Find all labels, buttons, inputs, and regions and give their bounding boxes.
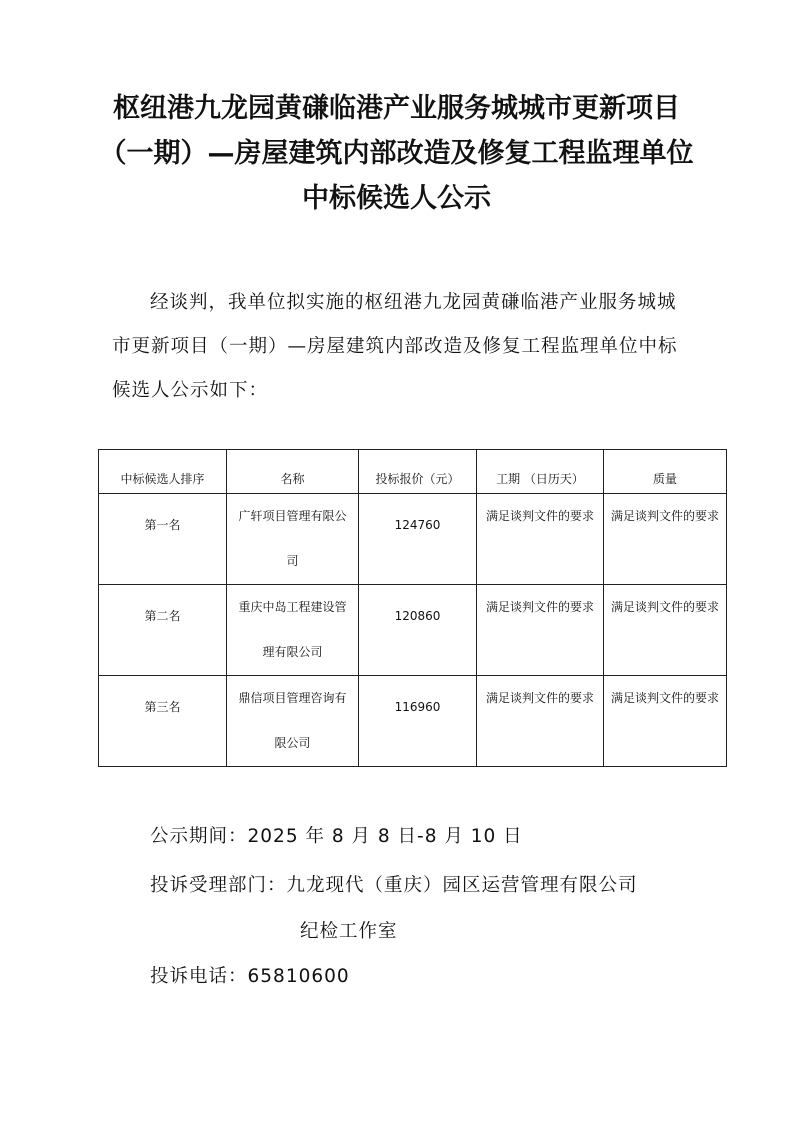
- table-header-row: [99, 450, 727, 494]
- period-value: 2025 年 8 月 8 日-8 月 10 日: [247, 826, 523, 847]
- cell-quality: 满足谈判文件的要求: [604, 585, 727, 676]
- dept-value-line-1: 九龙现代（重庆）园区运营管理有限公司: [286, 875, 638, 896]
- notice-phone: [150, 962, 350, 988]
- intro-line-1-text: 经谈判，我单位拟实施的枢纽港九龙园黄磏临港产业服务城城: [150, 292, 677, 313]
- cell-price: 116960: [359, 676, 477, 767]
- cell-price: 124760: [359, 494, 477, 585]
- cell-name: 重庆中岛工程建设管理有限公司: [227, 585, 359, 676]
- cell-period: 满足谈判文件的要求: [477, 494, 604, 585]
- cell-quality: 满足谈判文件的要求: [604, 494, 727, 585]
- cell-price: 120860: [359, 585, 477, 676]
- title-line-1: 枢纽港九龙园黄磏临港产业服务城城市更新项目: [113, 93, 680, 124]
- cell-name: 广轩项目管理有限公司: [227, 494, 359, 585]
- header-period: 工期 （日历天）: [477, 450, 604, 494]
- header-price: 投标报价（元）: [359, 450, 477, 494]
- phone-value: 65810600: [247, 966, 350, 987]
- intro-line-3: 候选人公示如下：: [112, 380, 269, 401]
- cell-period: 满足谈判文件的要求: [477, 676, 604, 767]
- notice-period: [150, 822, 523, 848]
- document-title: [60, 86, 733, 221]
- phone-label: 投诉电话：: [150, 966, 248, 987]
- notice-dept: [150, 871, 638, 897]
- intro-line-1: [112, 281, 712, 325]
- table-row: [99, 585, 727, 676]
- cell-quality: 满足谈判文件的要求: [604, 676, 727, 767]
- title-line-2: （一期）—房屋建筑内部改造及修复工程监理单位: [99, 138, 694, 169]
- cell-rank: 第三名: [99, 676, 227, 767]
- cell-rank: 第二名: [99, 585, 227, 676]
- table-row: [99, 676, 727, 767]
- notice-dept-line-2: [300, 917, 398, 943]
- table-row: [99, 494, 727, 585]
- period-label: 公示期间：: [150, 826, 248, 847]
- cell-name: 鼎信项目管理咨询有限公司: [227, 676, 359, 767]
- header-name: 名称: [227, 450, 359, 494]
- cell-rank: 第一名: [99, 494, 227, 585]
- dept-value-line-2: 纪检工作室: [300, 921, 398, 942]
- header-quality: 质量: [604, 450, 727, 494]
- title-line-3: 中标候选人公示: [302, 183, 491, 214]
- intro-paragraph: [112, 281, 712, 413]
- cell-period: 满足谈判文件的要求: [477, 585, 604, 676]
- intro-line-2: 市更新项目（一期）—房屋建筑内部改造及修复工程监理单位中标: [112, 336, 678, 357]
- candidates-table: [98, 449, 727, 767]
- dept-label: 投诉受理部门：: [150, 875, 287, 896]
- header-rank: 中标候选人排序: [99, 450, 227, 494]
